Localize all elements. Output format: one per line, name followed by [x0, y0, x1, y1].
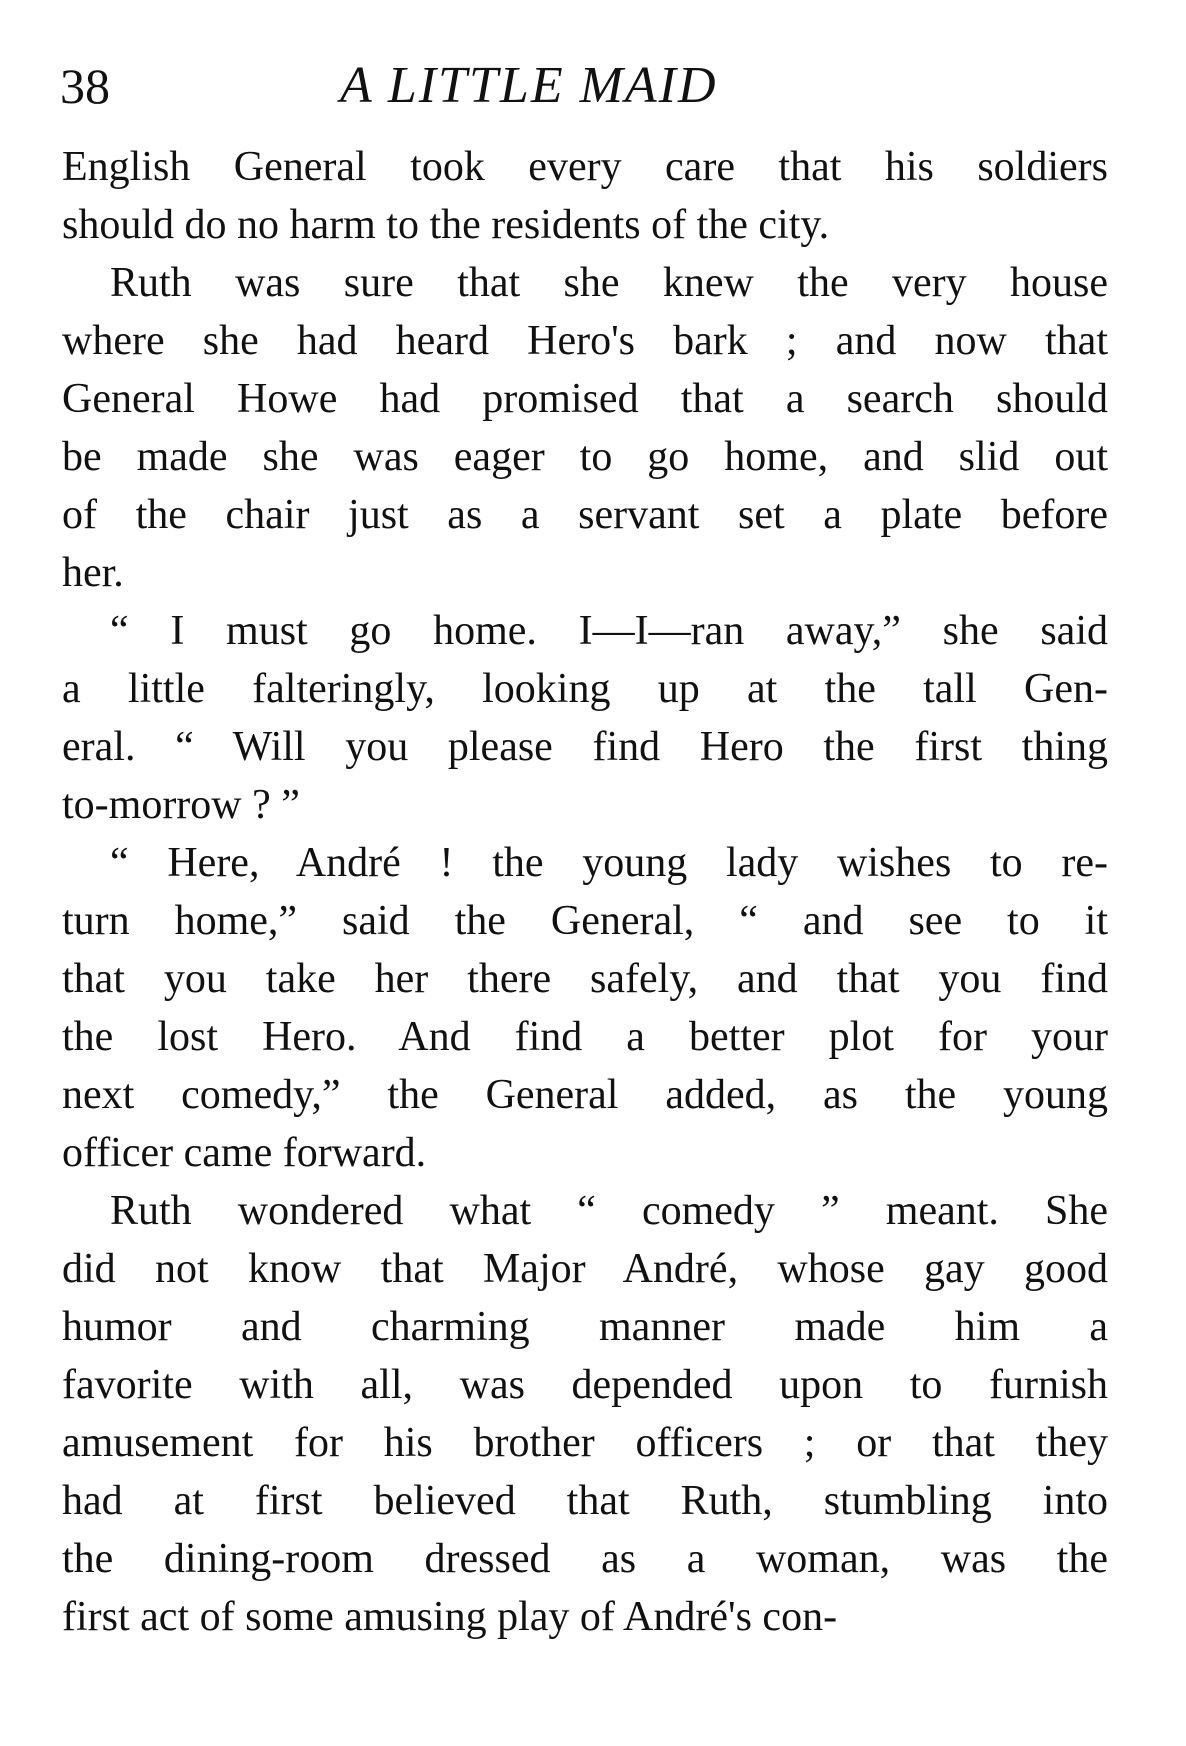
paragraph: [62, 1182, 1108, 1646]
text-line: the dining-room dressed as a woman, was the: [62, 1536, 1108, 1582]
text-line: did not know that Major André, whose gay good: [62, 1246, 1108, 1292]
text-line: where she had heard Hero's bark ; and now that: [62, 318, 1108, 364]
text-line: should do no harm to the residents of the city.: [62, 202, 830, 248]
page-number: 38: [60, 58, 110, 114]
paragraph: [62, 834, 1108, 1182]
paragraph: [62, 602, 1108, 834]
text-line: Ruth wondered what “ comedy ” meant. She: [110, 1188, 1108, 1234]
text-line: be made she was eager to go home, and slid out: [62, 434, 1108, 480]
text-line: humor and charming manner made him a: [62, 1304, 1108, 1350]
text-line: had at first believed that Ruth, stumbling into: [62, 1478, 1108, 1524]
paragraph: [62, 254, 1108, 602]
paragraph: [62, 138, 1108, 254]
text-line: next comedy,” the General added, as the young: [62, 1072, 1108, 1118]
text-line: first act of some amusing play of André's con-: [62, 1594, 838, 1640]
text-line: “ Here, André ! the young lady wishes to re-: [110, 840, 1108, 886]
text-line: eral. “ Will you please find Hero the first thing: [62, 724, 1108, 770]
text-line: English General took every care that his soldiers: [62, 144, 1108, 190]
text-line: Ruth was sure that she knew the very house: [110, 260, 1108, 306]
body-text: [62, 138, 1108, 1646]
text-line: that you take her there safely, and that you find: [62, 956, 1108, 1002]
text-line: amusement for his brother officers ; or that they: [62, 1420, 1108, 1466]
text-line: turn home,” said the General, “ and see to it: [62, 898, 1108, 944]
text-line: the lost Hero. And find a better plot for your: [62, 1014, 1108, 1060]
text-line: a little falteringly, looking up at the tall Gen-: [62, 666, 1108, 712]
text-line: officer came forward.: [62, 1130, 427, 1176]
text-line: her.: [62, 550, 124, 596]
text-line: favorite with all, was depended upon to furnish: [62, 1362, 1108, 1408]
text-line: “ I must go home. I—I—ran away,” she said: [110, 608, 1108, 654]
text-line: General Howe had promised that a search should: [62, 376, 1108, 422]
page-header: [60, 48, 1106, 128]
running-title: A LITTLE MAID: [340, 57, 718, 114]
text-line: to-morrow ? ”: [62, 782, 300, 828]
text-line: of the chair just as a servant set a plate before: [62, 492, 1108, 538]
